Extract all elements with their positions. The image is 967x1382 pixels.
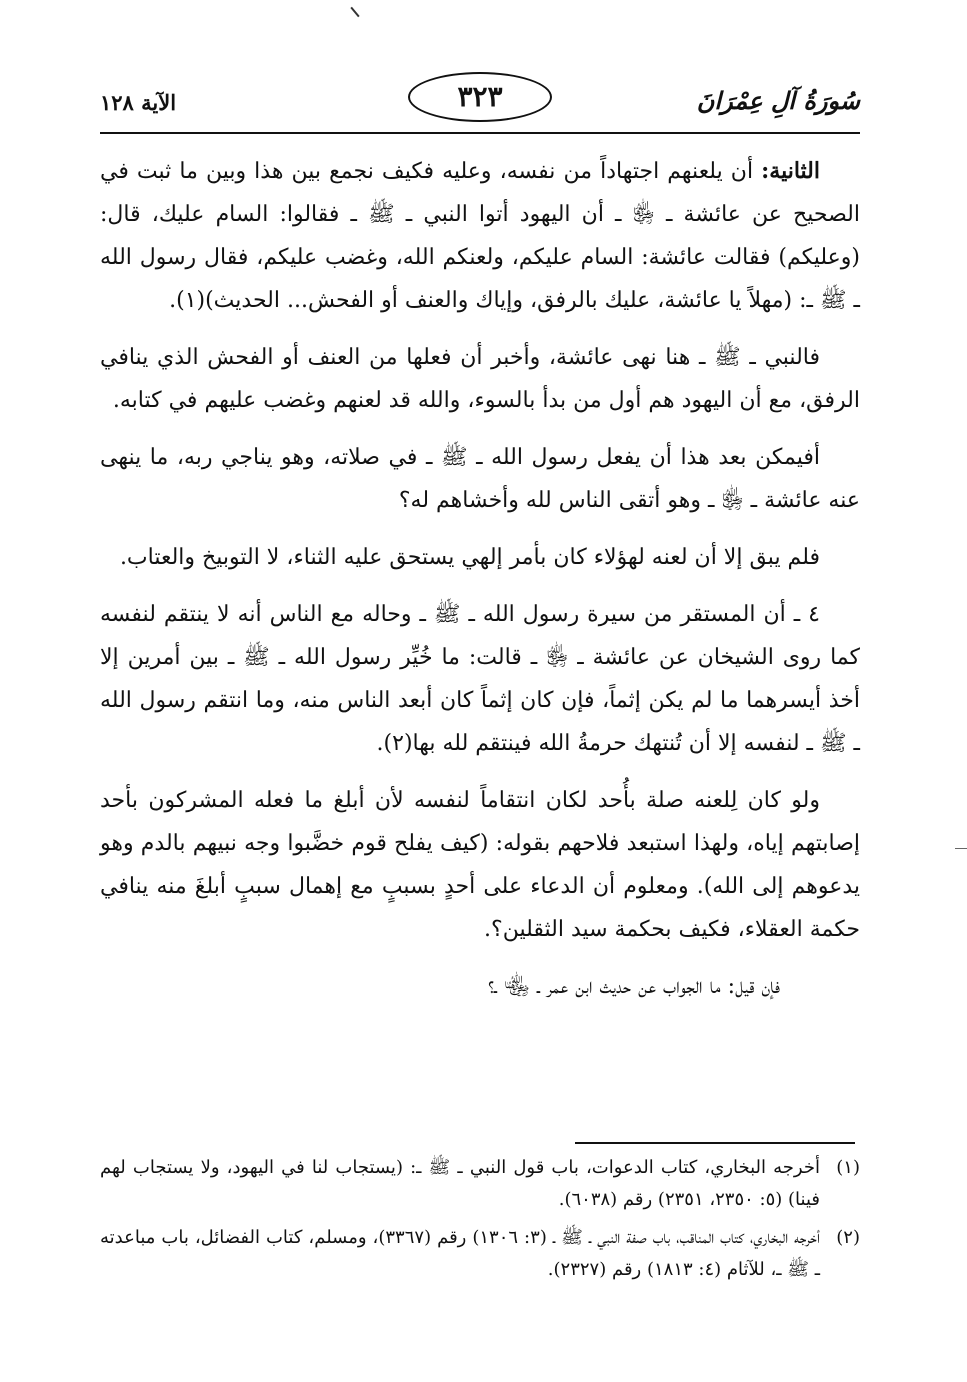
- paragraph-text: ولو كان لِلعنه صلة بأُحد لكان انتقاماً لنفسه لأن أبلغ ما فعله المشركون بأحد إصابتهم إياه، ولهذا استبعد فلاحهم بقوله: (كيف يفلح قوم خضَّبوا وجه نبيهم بالدم وهو يدعوهم إلى الله). ومعلوم أن الدعاء على أحدٍ بسببٍ مع إهمال سببٍ أبلغَ منه ينافي حكمة العقلاء، فكيف بحكمة سيد الثقلين؟.: [100, 788, 860, 942]
- footnote: [100, 1152, 860, 1216]
- paragraph-text: فإن قيل: ما الجواب عن حديث ابن عمر ـ ﵄ ـ؟: [488, 974, 780, 999]
- paragraph-text: أفيمكن بعد هذا أن يفعل رسول الله ـ ﷺ ـ في صلاته، وهو يناجي ربه، ما ينهى عنه عائشة ـ ﵂ ـ وهو أتقى الناس لله وأخشاهم له؟: [100, 445, 860, 513]
- surah-title: سُورَةُ آلِ عِمْرَانَ: [696, 86, 860, 115]
- footnote-number: (٢): [836, 1227, 860, 1248]
- paragraph: [100, 436, 860, 522]
- paragraph-text: أن يلعنهم اجتهاداً من نفسه، وعليه فكيف نجمع بين هذا وبين ما ثبت في الصحيح عن عائشة ـ ﵂ ـ أن اليهود أتوا النبي ـ ﷺ ـ فقالوا: السام عليك، قال: (وعليكم) فقالت عائشة: السام عليكم، ولعنكم الله، وغضب عليكم، فقال رسول الله ـ ﷺ ـ: (مهلاً يا عائشة، عليك بالرفق، وإياك والعنف أو الفحش... الحديث)(١).: [100, 159, 860, 313]
- main-text: [100, 150, 860, 1022]
- header-divider: [100, 132, 860, 134]
- paragraph-text: ٤ ـ أن المستقر من سيرة رسول الله ـ ﷺ ـ وحاله مع الناس أنه لا ينتقم لنفسه كما روى الشيخان عن عائشة ـ ﵂ ـ قالت: ما خُيِّر رسول الله ـ ﷺ ـ بين أمرين إلا أخذ أيسرهما ما لم يكن إثماً، فإن كان إثماً كان أبعد الناس منه، وما انتقم رسول الله ـ ﷺ ـ لنفسه إلا أن تُنتهك حرمةُ الله فينتقم لله بها(٢).: [100, 602, 860, 756]
- paragraph: [100, 779, 860, 951]
- page-number: ٣٢٣: [408, 72, 552, 122]
- paragraph: [100, 150, 860, 322]
- paragraph: [100, 536, 860, 579]
- page-header: [100, 72, 860, 128]
- footnote-divider: [575, 1142, 855, 1144]
- footnote: [100, 1222, 860, 1286]
- paragraph: [100, 593, 860, 765]
- paragraph: [100, 965, 860, 1008]
- paragraph-text: فالنبي ـ ﷺ ـ هنا نهى عائشة، وأخبر أن فعلها من العنف أو الفحش الذي ينافي الرفق، مع أن اليهود هم أول من بدأ بالسوء، والله قد لعنهم وغضب عليهم في كتابه.: [100, 345, 860, 413]
- margin-mark: [955, 848, 967, 849]
- footnote-number: (١): [836, 1157, 860, 1178]
- paragraph: [100, 336, 860, 422]
- footnotes: [100, 1152, 860, 1292]
- paragraph-lead: الثانية:: [761, 158, 820, 184]
- scan-mark: [350, 7, 359, 17]
- paragraph-text: فلم يبق إلا أن لعنه لهؤلاء كان بأمر إلهي يستحق عليه الثناء، لا التوبيخ والعتاب.: [119, 545, 820, 570]
- ayah-reference: الآية ١٢٨: [100, 90, 177, 115]
- footnote-text: أخرجه البخاري، كتاب المناقب، باب صفة النبي ـ ﷺ ـ (٣: ١٣٠٦) رقم (٣٣٦٧)، ومسلم، كتاب الفضائل، باب مباعدته ـ ﷺ ـ، للآثام (٤: ١٨١٣) رقم (٢٣٢٧).: [100, 1227, 821, 1280]
- footnote-text: أخرجه البخاري، كتاب الدعوات، باب قول النبي ـ ﷺ ـ: (يستجاب لنا في اليهود، ولا يستجاب لهم فينا) (٥: ٢٣٥٠، ٢٣٥١) رقم (٦٠٣٨).: [100, 1157, 820, 1210]
